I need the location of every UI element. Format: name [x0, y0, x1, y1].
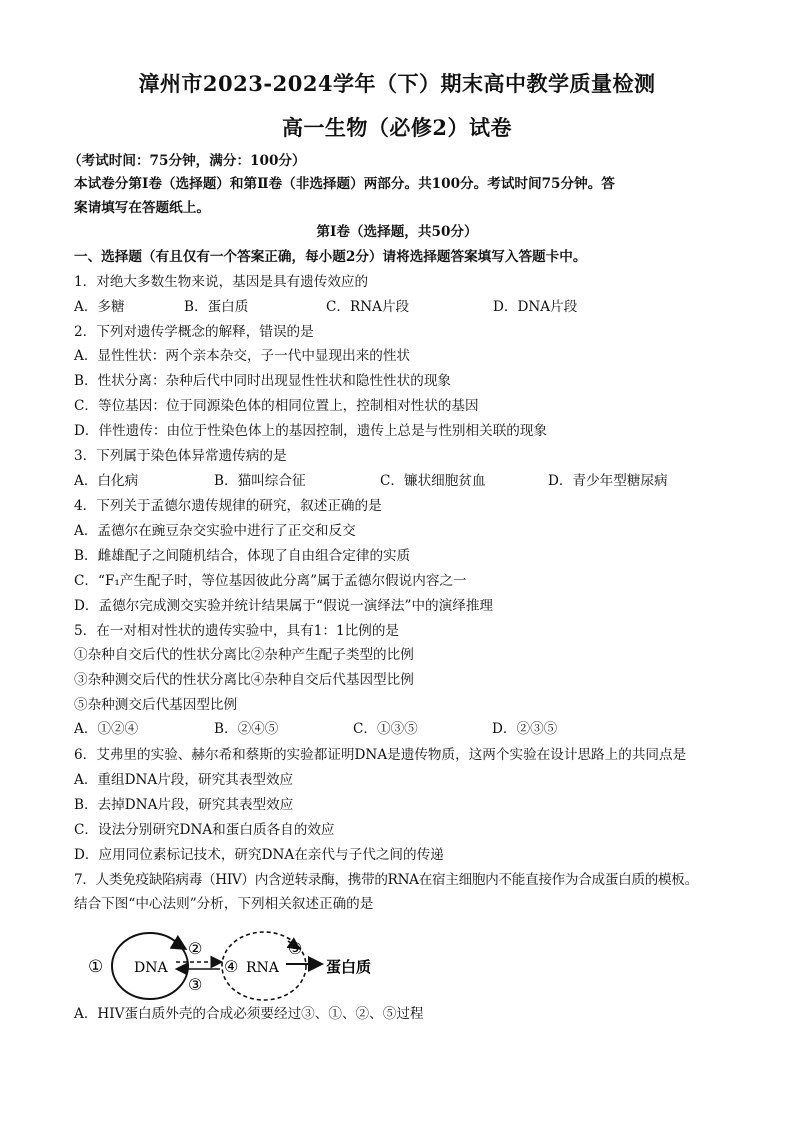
question-1-option-d: D．DNA片段 [493, 299, 578, 315]
question-1-option-c: C．RNA片段 [326, 299, 410, 315]
label-process-4: ④ [224, 957, 239, 976]
question-1-stem: 1．对绝大多数生物来说，基因是具有遗传效应的 [74, 274, 369, 290]
question-4-option-b: B．雌雄配子之间随机结合，体现了自由组合定律的实质 [74, 548, 411, 564]
question-7-stem-line1: 7．人类免疫缺陷病毒（HIV）内含逆转录酶，携带的RNA在宿主细胞内不能直接作为合成蛋白质的模板。 [74, 872, 698, 888]
label-process-2: ② [188, 939, 203, 958]
question-4-option-c: C．“F₁产生配子时，等位基因彼此分离”属于孟德尔假说内容之一 [74, 573, 467, 589]
question-6-option-c: C．设法分别研究DNA和蛋白质各自的效应 [74, 822, 335, 838]
question-3-option-a: A．白化病 [74, 473, 139, 489]
question-5-stem: 5．在一对相对性状的遗传实验中，具有1：1比例的是 [74, 623, 400, 639]
section-heading: 第Ⅰ卷（选择题，共50分） [316, 224, 478, 240]
question-5-option-d: D．②③⑤ [492, 721, 558, 737]
label-protein: 蛋白质 [326, 958, 372, 976]
question-3-option-c: C．镰状细胞贫血 [380, 473, 486, 489]
question-5-option-b: B．②④⑤ [214, 721, 279, 737]
replication-arrowhead [174, 942, 184, 948]
question-5-option-c: C．①③⑤ [353, 721, 418, 737]
central-dogma-diagram [88, 924, 388, 1008]
question-4-option-a: A．孟德尔在豌豆杂交实验中进行了正交和反交 [74, 523, 356, 539]
label-process-3: ③ [188, 975, 203, 994]
question-3-option-b: B．猫叫综合征 [214, 473, 306, 489]
question-7-option-a: A．HIV蛋白质外壳的合成必须要经过③、①、②、⑤过程 [74, 1006, 424, 1022]
question-2-option-c: C．等位基因：位于同源染色体的相同位置上，控制相对性状的基因 [74, 398, 479, 414]
question-4-option-d: D．孟德尔完成测交实验并统计结果属于“假说一演绎法”中的演绎推理 [74, 598, 494, 614]
question-6-option-b: B．去掉DNA片段，研究其表型效应 [74, 797, 294, 813]
question-7-stem-line2: 结合下图“中心法则”分析，下列相关叙述正确的是 [74, 896, 374, 912]
label-rna: RNA [246, 960, 279, 976]
question-1-option-a: A．多糖 [74, 299, 125, 315]
question-5-option-a: A．①②④ [74, 721, 139, 737]
label-process-1: ① [88, 957, 104, 977]
question-2-option-b: B．性状分离：杂种后代中同时出现显性性状和隐性性状的现象 [74, 373, 452, 389]
question-6-option-d: D．应用同位素标记技术，研究DNA在亲代与子代之间的传递 [74, 847, 444, 863]
question-5-item-1: ①杂种自交后代的性状分离比②杂种产生配子类型的比例 [74, 647, 414, 663]
question-6-option-a: A．重组DNA片段，研究其表型效应 [74, 772, 294, 788]
question-3-stem: 3．下列属于染色体异常遗传病的是 [74, 448, 287, 464]
label-dna: DNA [134, 960, 168, 976]
question-5-item-3: ⑤杂种测交后代基因型比例 [74, 697, 238, 713]
question-3-option-d: D．青少年型糖尿病 [548, 473, 668, 489]
label-process-5: ⑤ [288, 939, 303, 958]
question-1-option-b: B．蛋白质 [184, 299, 249, 315]
question-2-option-d: D．伴性遗传：由位于性染色体上的基因控制，遗传上总是与性别相关联的现象 [74, 423, 548, 439]
exam-time: （考试时间：75分钟，满分：100分） [68, 153, 306, 169]
question-2-stem: 2．下列对遗传学概念的解释，错误的是 [74, 324, 314, 340]
question-2-option-a: A．显性性状：两个亲本杂交，子一代中显现出来的性状 [74, 348, 411, 364]
page-subtitle: 高一生物（必修2）试卷 [281, 115, 513, 140]
exam-note-line1: 本试卷分第Ⅰ卷（选择题）和第Ⅱ卷（非选择题）两部分。共100分。考试时间75分钟。答 [74, 176, 615, 192]
question-4-stem: 4．下列关于孟德尔遗传规律的研究，叙述正确的是 [74, 498, 382, 514]
page-title: 漳州市2023-2024学年（下）期末高中教学质量检测 [138, 71, 656, 96]
exam-note-line2: 案请填写在答题纸上。 [74, 200, 210, 216]
section-instructions: 一、选择题（有且仅有一个答案正确，每小题2分）请将选择题答案填写入答题卡中。 [74, 249, 587, 265]
question-5-item-2: ③杂种测交后代的性状分离比④杂种自交后代基因型比例 [74, 672, 414, 688]
question-6-stem: 6．艾弗里的实验、赫尔希和蔡斯的实验都证明DNA是遗传物质，这两个实验在设计思路上的共同点是 [74, 747, 687, 763]
